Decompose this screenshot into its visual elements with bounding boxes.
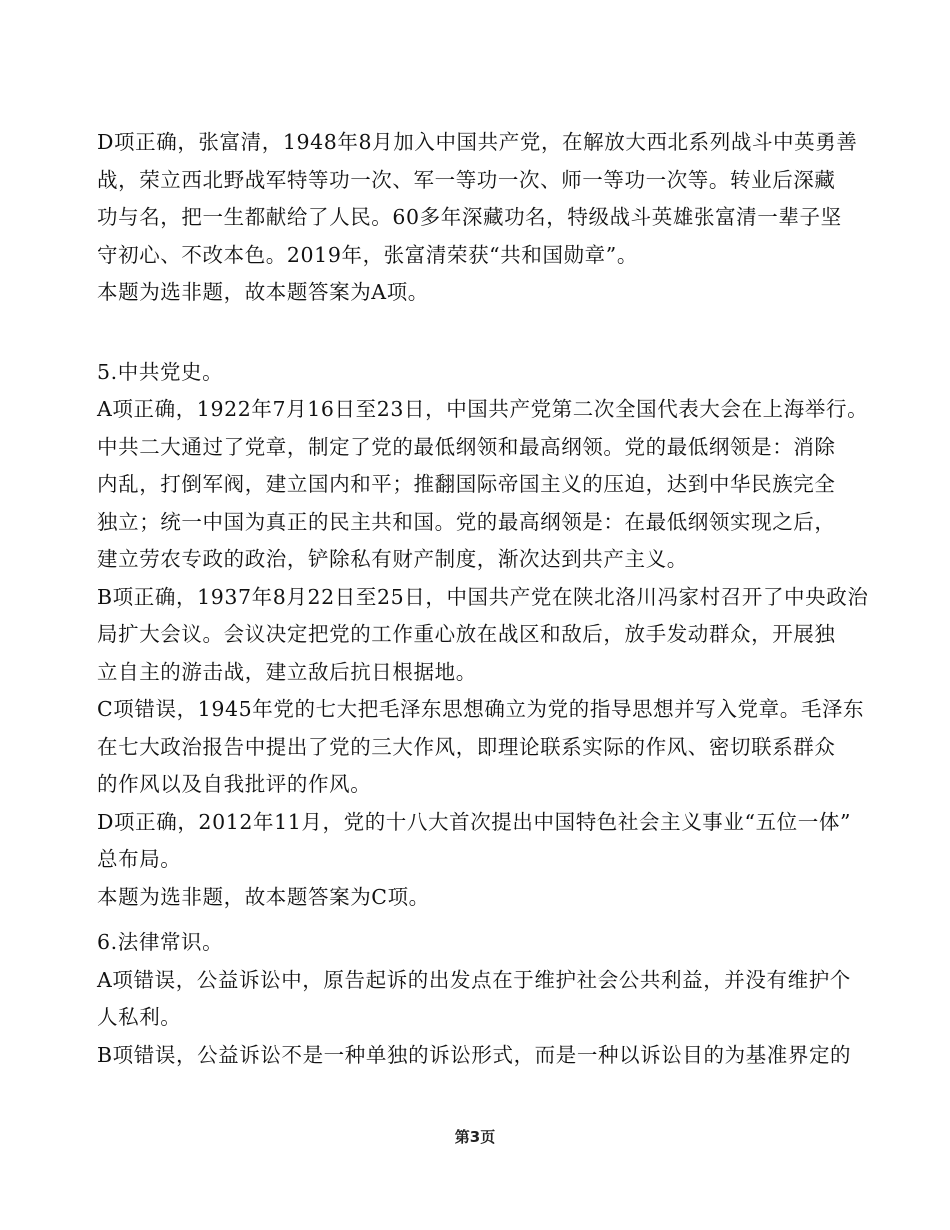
page-content xyxy=(97,124,887,1074)
section-gap xyxy=(97,916,887,924)
text-line: 守初心、不改本色。2019年，张富清荣获“共和国勋章”。 xyxy=(97,242,638,267)
text-line: D项正确，2012年11月，党的十八大首次提出中国特色社会主义事业“五位一体” xyxy=(97,809,852,834)
q6-option-b-paragraph xyxy=(97,1037,887,1075)
q4-option-d-paragraph xyxy=(97,124,887,274)
q5-option-a-paragraph xyxy=(97,391,887,579)
text-line: 中共二大通过了党章，制定了党的最低纲领和最高纲领。党的最低纲领是：消除 xyxy=(97,434,836,459)
text-line: B项正确，1937年8月22日至25日，中国共产党在陕北洛川冯家村召开了中央政治 xyxy=(97,584,869,609)
page-number: 第3页 xyxy=(454,1128,496,1146)
text-line: 总布局。 xyxy=(97,847,182,871)
text-line: 局扩大会议。会议决定把党的工作重心放在战区和敌后，放手发动群众，开展独 xyxy=(97,622,836,646)
text-line: 立自主的游击战，建立敌后抗日根据地。 xyxy=(97,659,477,684)
q6-option-a-paragraph xyxy=(97,962,887,1037)
text-line: B项错误，公益诉讼不是一种单独的诉讼形式，而是一种以诉讼目的为基准界定的 xyxy=(97,1042,852,1067)
text-line: 战，荣立西北野战军特等功一次、军一等功一次、师一等功一次等。转业后深藏 xyxy=(97,167,836,192)
text-line: A项错误，公益诉讼中，原告起诉的出发点在于维护社会公共利益，并没有维护个 xyxy=(97,967,851,992)
q4-answer: 本题为选非题，故本题答案为A项。 xyxy=(97,280,429,304)
text-line: 内乱，打倒军阀，建立国内和平；推翻国际帝国主义的压迫，达到中华民族完全 xyxy=(97,472,836,496)
q6-heading: 6.法律常识。 xyxy=(97,930,224,954)
text-line: 功与名，把一生都献给了人民。60多年深藏功名，特级战斗英雄张富清一辈子坚 xyxy=(97,205,842,229)
text-line: 独立；统一中国为真正的民主共和国。党的最高纲领是：在最低纲领实现之后， xyxy=(97,509,836,534)
text-line: 在七大政治报告中提出了党的三大作风，即理论联系实际的作风、密切联系群众 xyxy=(97,734,836,759)
section-gap xyxy=(97,312,887,354)
text-line: 人私利。 xyxy=(97,1005,182,1029)
q5-option-b-paragraph xyxy=(97,579,887,692)
q5-option-c-paragraph xyxy=(97,691,887,804)
text-line: 建立劳农专政的政治，铲除私有财产制度，渐次达到共产主义。 xyxy=(97,547,688,571)
text-line: A项正确，1922年7月16日至23日，中国共产党第二次全国代表大会在上海举行。 xyxy=(97,397,869,421)
q5-option-d-paragraph xyxy=(97,804,887,879)
text-line: 的作风以及自我批评的作风。 xyxy=(97,772,372,796)
q5-heading: 5.中共党史。 xyxy=(97,359,224,384)
text-line: C项错误，1945年党的七大把毛泽东思想确立为党的指导思想并写入党章。毛泽东 xyxy=(97,697,865,721)
q5-answer: 本题为选非题，故本题答案为C项。 xyxy=(97,884,430,909)
text-line: D项正确，张富清，1948年8月加入中国共产党，在解放大西北系列战斗中英勇善 xyxy=(97,130,858,154)
